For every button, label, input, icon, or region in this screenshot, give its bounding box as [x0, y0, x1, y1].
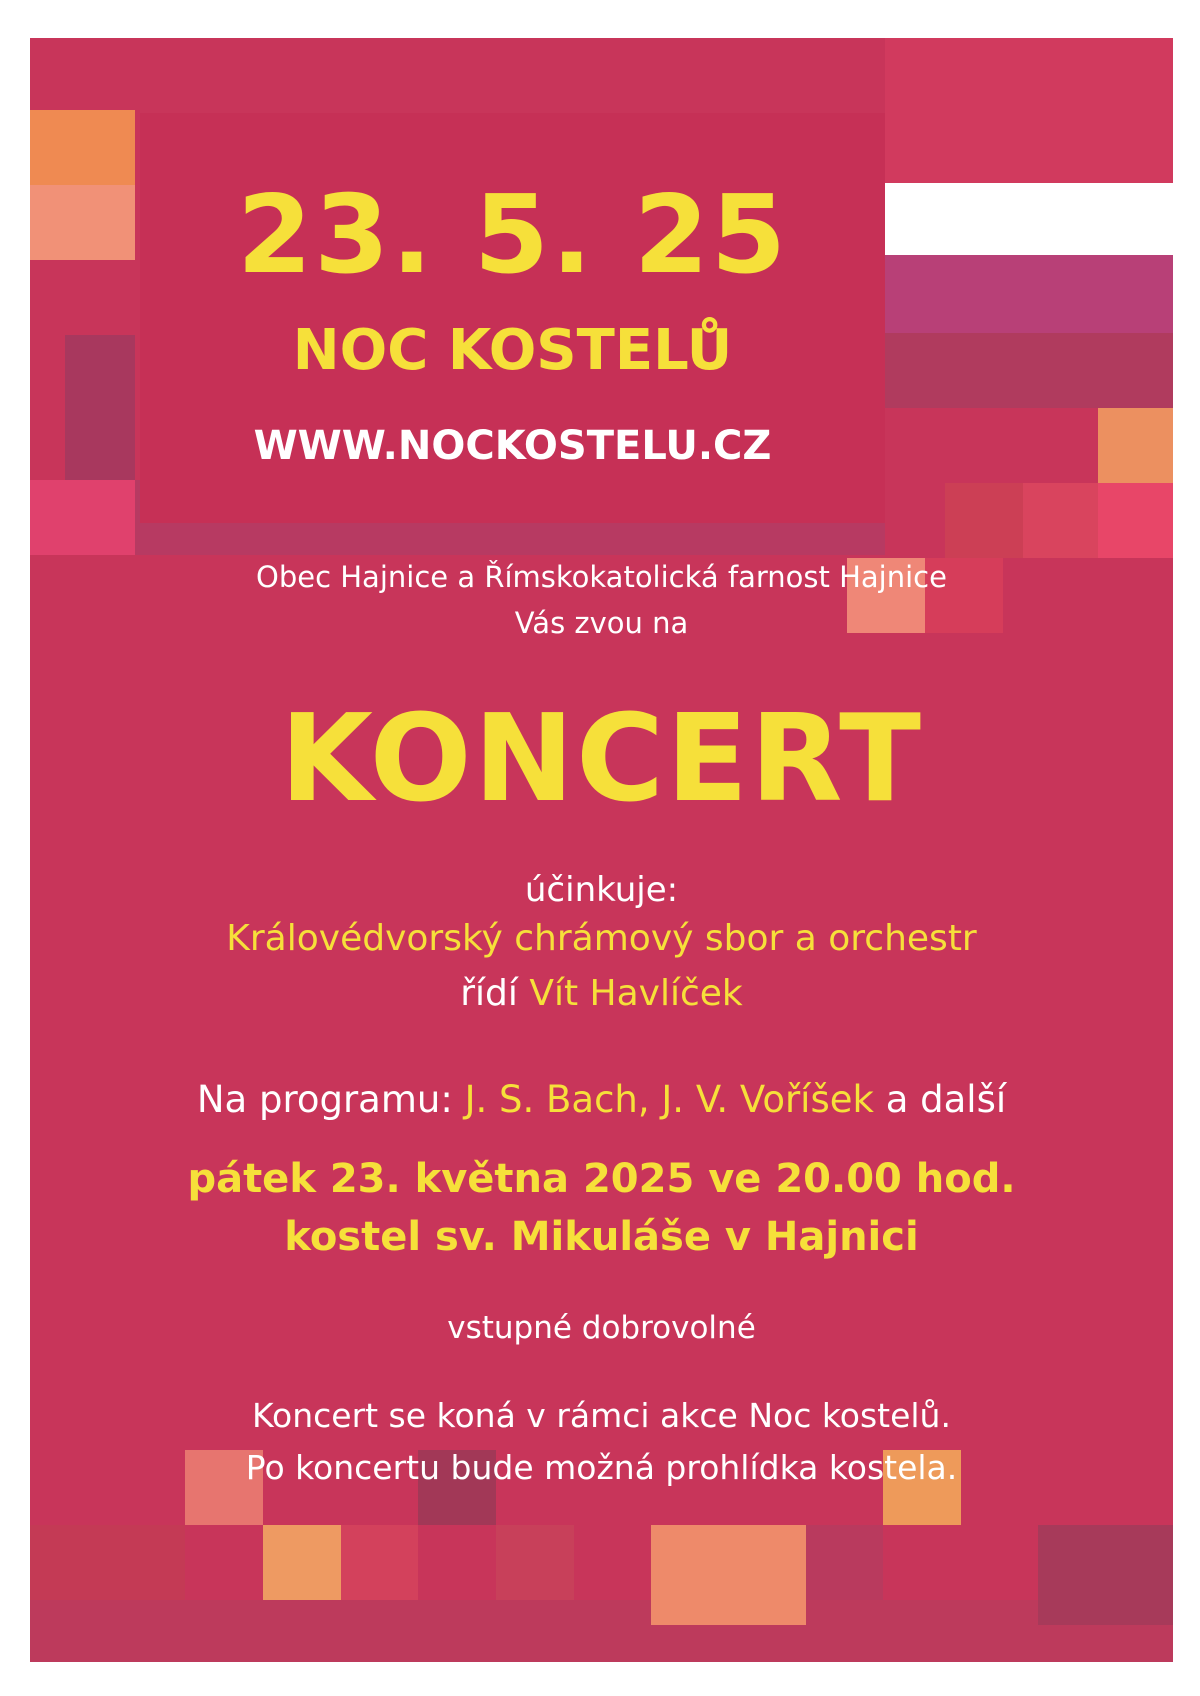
- mosaic-square: [877, 183, 1173, 255]
- mosaic-square: [496, 1525, 574, 1600]
- event-place: kostel sv. Mikuláše v Hajnici: [284, 1214, 919, 1260]
- mosaic-square: [1038, 1525, 1173, 1625]
- mosaic-square: [30, 1600, 1173, 1662]
- mosaic-square: [885, 38, 1173, 183]
- mosaic-square: [651, 1525, 806, 1625]
- ensemble-name: Královédvorský chrámový sbor a orchestr: [226, 918, 977, 959]
- invite-line: Vás zvou na: [514, 606, 689, 640]
- performers-label: účinkuje:: [524, 870, 679, 910]
- mosaic-square: [263, 1525, 341, 1600]
- mosaic-square: [30, 1525, 185, 1600]
- mosaic-square: [1098, 483, 1173, 558]
- mosaic-square: [1023, 483, 1098, 558]
- mosaic-square: [65, 335, 135, 480]
- note-line-1: Koncert se koná v rámci akce Noc kostelů.: [252, 1396, 951, 1435]
- note-line-2: Po koncertu bude možná prohlídka kostela.: [245, 1448, 958, 1487]
- conductor-label: řídí: [460, 973, 518, 1014]
- website-link[interactable]: WWW.NOCKOSTELU.CZ: [253, 423, 772, 469]
- event-date: 23. 5. 25: [237, 173, 788, 298]
- poster: [30, 38, 1173, 1662]
- admission-text: vstupné dobrovolné: [447, 1310, 756, 1346]
- mosaic-square: [30, 110, 135, 185]
- program-line: [30, 1078, 1173, 1121]
- program-suffix: a další: [885, 1078, 1007, 1121]
- mosaic-square: [945, 483, 1023, 558]
- mosaic-square: [885, 255, 1173, 333]
- organizers-text: Obec Hajnice a Římskokatolická farnost Hajnice: [256, 560, 947, 594]
- mosaic-square: [806, 1525, 883, 1600]
- program-label: Na programu:: [196, 1078, 453, 1121]
- conductor-name: Vít Havlíček: [529, 973, 743, 1014]
- mosaic-square: [30, 185, 135, 260]
- mosaic-square: [1098, 408, 1173, 483]
- event-name: NOC KOSTELŮ: [292, 318, 733, 383]
- program-composers: J. S. Bach, J. V. Voříšek: [464, 1078, 874, 1121]
- mosaic-square: [30, 480, 135, 555]
- event-datetime: pátek 23. května 2025 ve 20.00 hod.: [187, 1156, 1016, 1202]
- conductor-line: [30, 973, 1173, 1014]
- mosaic-square: [341, 1525, 418, 1600]
- page-title: KONCERT: [280, 690, 923, 829]
